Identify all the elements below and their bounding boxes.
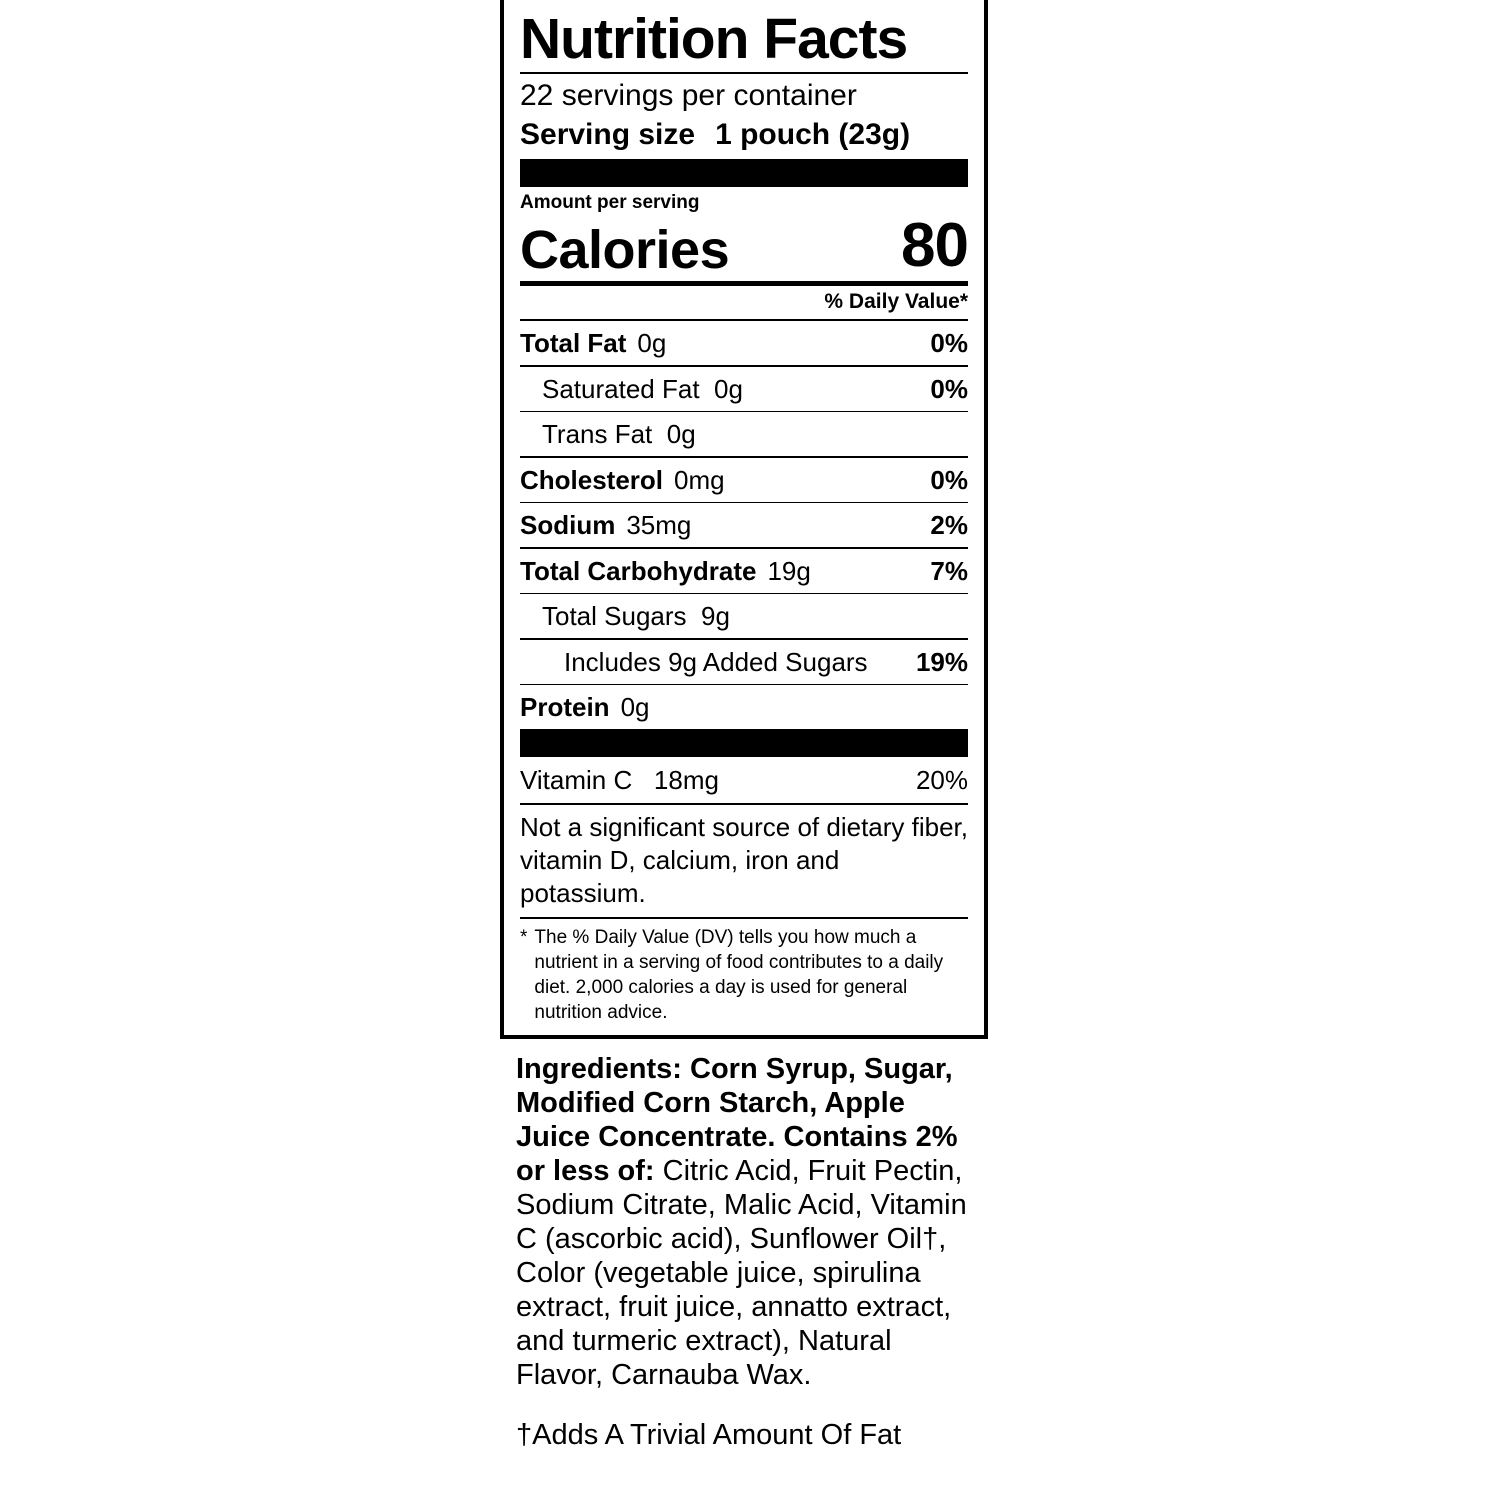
- serving-size-row: [520, 115, 968, 159]
- daily-value-header: % Daily Value*: [824, 290, 968, 313]
- nutrient-row-cholesterol: [520, 458, 968, 502]
- daily-value-footnote: [520, 919, 968, 1025]
- nutrient-row-total-sugars: [520, 594, 968, 638]
- ingredients-block: [516, 1052, 986, 1452]
- servings-per-container: 22 servings per container: [520, 79, 857, 112]
- footnote-star: *: [520, 926, 528, 948]
- nutrient-dv: 7%: [930, 555, 968, 586]
- nutrient-amount: 0mg: [674, 464, 725, 495]
- nutrient-name: Total Fat: [520, 328, 627, 358]
- nutrient-name: Cholesterol: [520, 464, 664, 495]
- amount-per-serving-label: Amount per serving: [520, 192, 700, 213]
- nutrient-name: Protein: [520, 692, 610, 722]
- nutrition-facts-panel: [500, 0, 988, 1039]
- vitamin-amount: 18mg: [653, 765, 719, 795]
- footnote-text: The % Daily Value (DV) tells you how much a nutrient in a serving of food contributes to a daily diet. 2,000 calories a day is used for general nutrition advice.: [534, 926, 944, 1023]
- vitamin-name: Vitamin C: [520, 765, 633, 795]
- nutrient-amount: 19g: [767, 555, 811, 586]
- nutrient-dv: 19%: [915, 646, 968, 677]
- vitamin-dv: 20%: [915, 765, 968, 795]
- nutrient-amount: 0g: [620, 692, 650, 722]
- not-significant-source-text: Not a significant source of dietary fiber, vitamin D, calcium, iron and potassium.: [520, 812, 969, 908]
- nutrient-amount: 9g: [700, 601, 730, 631]
- nutrient-name: Saturated Fat: [542, 373, 700, 404]
- calories-value: 80: [901, 211, 968, 280]
- nutrient-amount: 35mg: [626, 510, 692, 540]
- nutrient-row-added-sugars: [520, 640, 968, 684]
- nutrient-amount: 0g: [637, 328, 667, 358]
- divider-thick-bottom: [520, 729, 968, 757]
- nutrient-row-saturated-fat: [520, 367, 968, 411]
- ingredients-primary-text: Ingredients: Corn Syrup, Sugar, Modified Corn Starch, Apple Juice Concentrate. Contains 2% or less of:: [516, 1053, 958, 1187]
- nutrient-amount: 0g: [666, 419, 696, 449]
- nutrient-dv: 2%: [930, 510, 968, 540]
- page-title: Nutrition Facts: [520, 7, 908, 71]
- nutrient-dv: 0%: [930, 373, 968, 404]
- divider-thick-top: [520, 159, 968, 187]
- nutrient-name: Sodium: [520, 510, 616, 540]
- nutrient-name: Includes 9g Added Sugars: [564, 646, 868, 677]
- vitamin-row-vitamin-c: [520, 757, 968, 803]
- nutrient-name: Total Sugars: [542, 601, 687, 631]
- serving-size-label: Serving size: [520, 118, 696, 151]
- nutrient-row-sodium: [520, 503, 968, 547]
- nutrient-name: Trans Fat: [542, 419, 653, 449]
- nutrient-amount: 0g: [714, 373, 743, 404]
- nutrient-row-total-fat: [520, 321, 968, 365]
- calories-label: Calories: [520, 220, 730, 280]
- nutrient-row-protein: [520, 685, 968, 729]
- nutrient-name: Total Carbohydrate: [520, 555, 757, 586]
- ingredients-secondary-text: Citric Acid, Fruit Pectin, Sodium Citrate, Malic Acid, Vitamin C (ascorbic acid), Sunflower Oil†, Color (vegetable juice, spirulina extract, fruit juice, annatto extract, and turmeric extract), Natural Flavor, Carnauba Wax.: [516, 1155, 967, 1391]
- nutrient-row-total-carbohydrate: [520, 549, 968, 593]
- nutrient-row-trans-fat: [520, 412, 968, 456]
- nutrient-dv: 0%: [930, 464, 968, 495]
- serving-size-value: 1 pouch (23g): [715, 118, 911, 151]
- nutrient-dv: 0%: [930, 328, 968, 358]
- ingredients-footnote: †Adds A Trivial Amount Of Fat: [516, 1419, 902, 1451]
- calories-row: [520, 211, 968, 281]
